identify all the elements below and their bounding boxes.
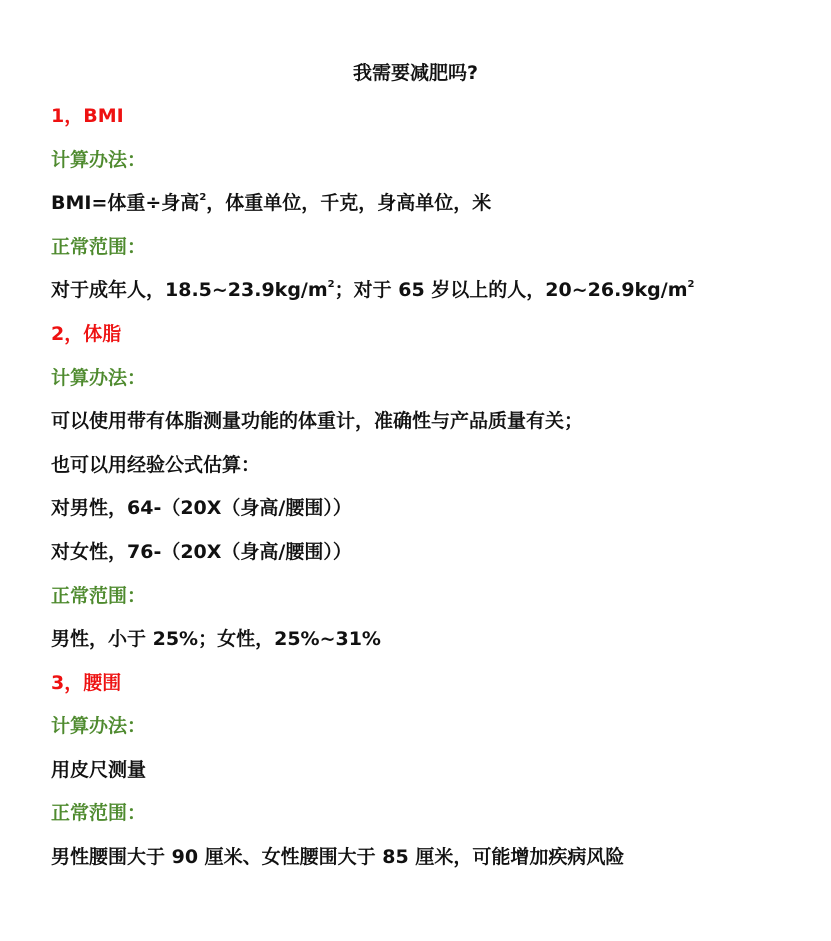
document-title: 我需要减肥吗? bbox=[352, 62, 479, 84]
superscript: 2 bbox=[327, 278, 335, 290]
method-label: 计算办法： bbox=[51, 367, 147, 389]
bmi-range-adult: 对于成年人，18.5~23.9kg/m bbox=[51, 279, 328, 301]
body-fat-method-line: 也可以用经验公式估算： bbox=[51, 454, 261, 476]
superscript: 2 bbox=[687, 278, 695, 290]
superscript: 2 bbox=[199, 191, 207, 203]
body-fat-formula-male: 对男性，64-（20X（身高/腰围）） bbox=[51, 497, 352, 519]
section-heading-waist: 3，腰围 bbox=[51, 672, 122, 694]
body-fat-method-line: 可以使用带有体脂测量功能的体重计，准确性与产品质量有关； bbox=[51, 410, 584, 432]
bmi-formula-units: ，体重单位，千克，身高单位，米 bbox=[206, 192, 492, 214]
range-label: 正常范围： bbox=[51, 236, 147, 258]
range-label: 正常范围： bbox=[51, 802, 147, 824]
method-label: 计算办法： bbox=[51, 149, 147, 171]
waist-range: 男性腰围大于 90 厘米、女性腰围大于 85 厘米，可能增加疾病风险 bbox=[51, 846, 625, 868]
bmi-range bbox=[51, 277, 694, 303]
bmi-range-senior: ；对于 65 岁以上的人，20~26.9kg/m bbox=[334, 279, 688, 301]
section-heading-body-fat: 2，体脂 bbox=[51, 323, 122, 345]
waist-method: 用皮尺测量 bbox=[51, 759, 147, 781]
method-label: 计算办法： bbox=[51, 715, 147, 737]
section-heading-bmi: 1，BMI bbox=[51, 105, 124, 127]
body-fat-formula-female: 对女性，76-（20X（身高/腰围）） bbox=[51, 541, 352, 563]
bmi-formula-text: BMI=体重÷身高 bbox=[51, 192, 200, 214]
bmi-formula bbox=[51, 190, 491, 216]
body-fat-range: 男性，小于 25%；女性，25%~31% bbox=[51, 628, 381, 650]
range-label: 正常范围： bbox=[51, 585, 147, 607]
